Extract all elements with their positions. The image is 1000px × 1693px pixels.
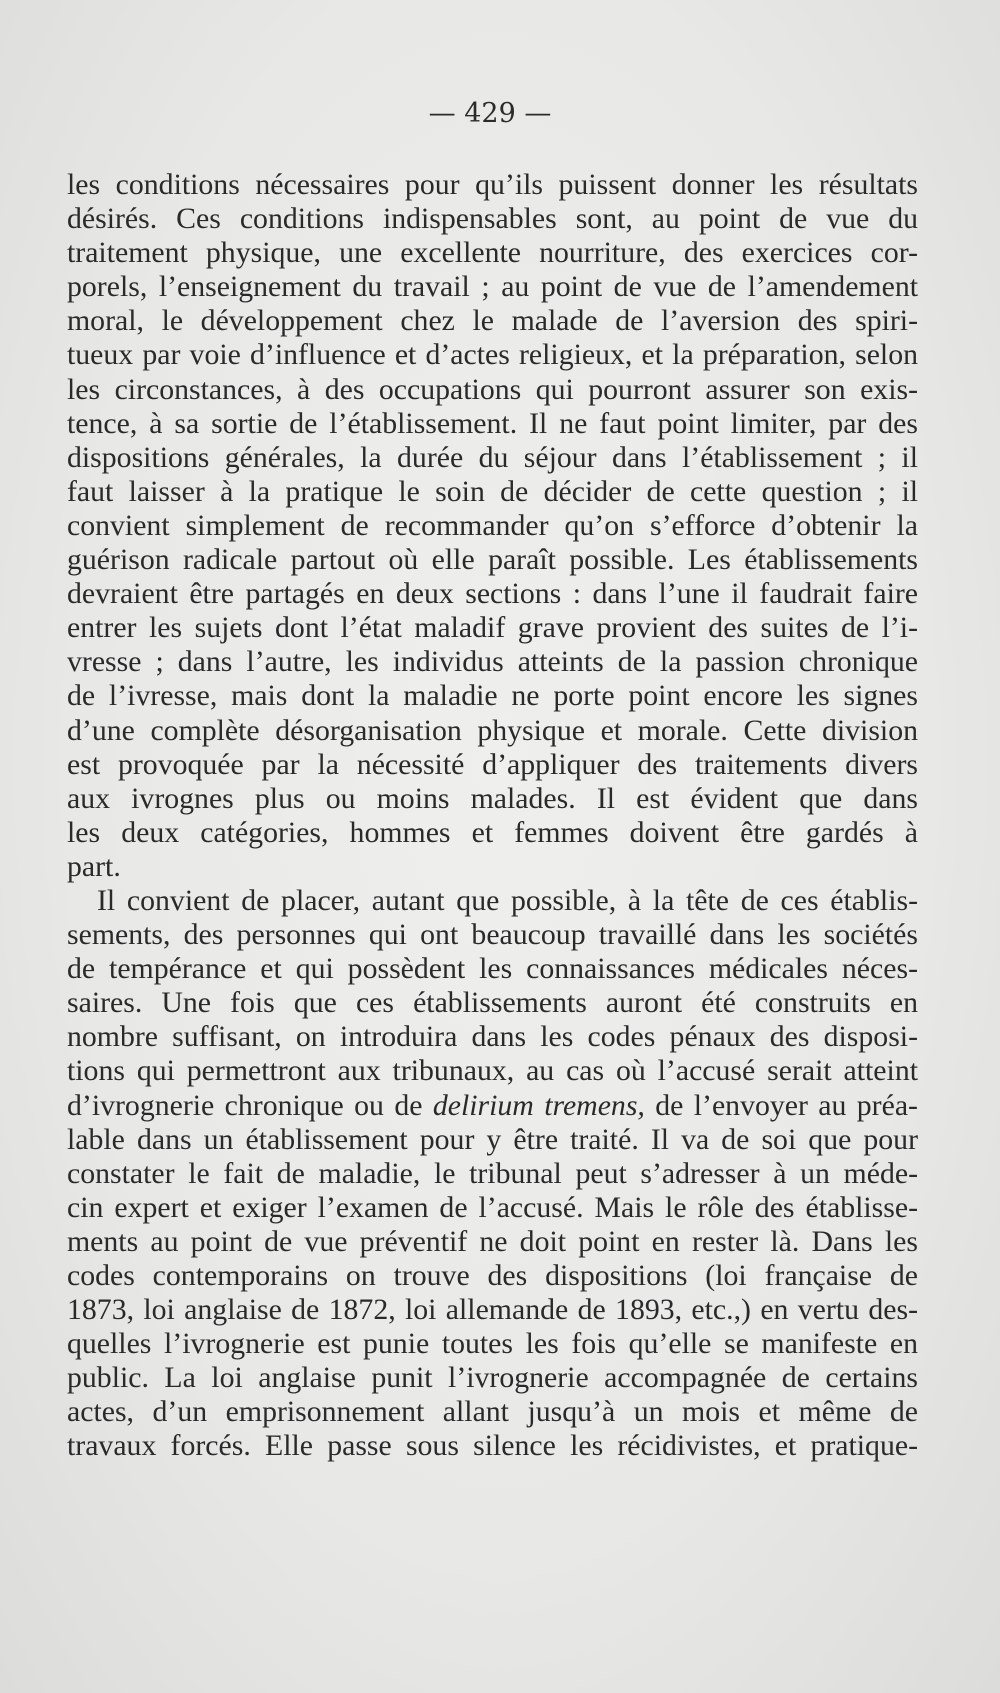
text-line: tions qui permettront aux tribunaux, au cas où l’accusé serait atteint (67, 1054, 918, 1088)
text-line: dispositions générales, la durée du séjour dans l’établissement ; il (67, 440, 918, 474)
text-line: tueux par voie d’influence et d’actes religieux, et la préparation, selon (67, 338, 918, 372)
text-line: codes contemporains on trouve des dispositions (loi française de (67, 1259, 918, 1292)
text-line: part. (67, 849, 121, 883)
text-line: saires. Une fois que ces établissements auront été construits en (67, 986, 918, 1020)
text-line: quelles l’ivrognerie est punie toutes les fois qu’elle se manifeste en (67, 1327, 918, 1361)
text-line: ments au point de vue préventif ne doit point en rester là. Dans les (67, 1224, 918, 1258)
text-line: les deux catégories, hommes et femmes doivent être gardés à (67, 815, 918, 849)
text-line: de tempérance et qui possèdent les connaissances médicales néces- (67, 952, 918, 986)
text-line: guérison radicale partout où elle paraît possible. Les établissements (67, 543, 918, 577)
text-line: public. La loi anglaise punit l’ivrognerie accompagnée de certains (67, 1361, 918, 1395)
body-text (67, 168, 918, 1464)
text-line: convient simplement de recommander qu’on s’efforce d’obtenir la (67, 508, 918, 542)
text-line: désirés. Ces conditions indispensables sont, au point de vue du (67, 202, 918, 236)
text-line: actes, d’un emprisonnement allant jusqu’à un mois et même de (67, 1395, 918, 1429)
paragraph-2 (67, 884, 918, 1464)
text-line: d’une complète désorganisation physique et morale. Cette division (67, 713, 918, 747)
text-line: constater le fait de maladie, le tribunal peut s’adresser à un méde- (67, 1156, 918, 1190)
text-line-with-italic (67, 1089, 918, 1123)
text-line: 1873, loi anglaise de 1872, loi allemande de 1893, etc.,) en vertu des- (67, 1293, 918, 1327)
text-line: nombre suffisant, on introduira dans les codes pénaux des disposi- (67, 1020, 918, 1054)
text-line: devraient être partagés en deux sections : dans l’une il faudrait faire (67, 577, 918, 611)
text-line: faut laisser à la pratique le soin de décider de cette question ; il (67, 474, 918, 508)
text-line: sements, des personnes qui ont beaucoup travaillé dans les sociétés (67, 918, 918, 952)
text-line: travaux forcés. Elle passe sous silence les récidivistes, et pratique- (67, 1429, 918, 1463)
text-segment: de l’envoyer au préa- (644, 1088, 918, 1122)
text-line: moral, le développement chez le malade de l’aversion des spiri- (67, 304, 918, 338)
text-line: traitement physique, une excellente nourriture, des exercices cor- (67, 236, 918, 270)
text-line: tence, à sa sortie de l’établissement. Il ne faut point limiter, par des (67, 406, 918, 440)
text-line: de l’ivresse, mais dont la maladie ne porte point encore les signes (67, 679, 918, 713)
text-segment: d’ivrognerie chronique ou de (67, 1088, 433, 1122)
text-line: porels, l’enseignement du travail ; au point de vue de l’amendement (67, 270, 918, 304)
paragraph-1 (67, 168, 918, 884)
text-line: aux ivrognes plus ou moins malades. Il est évident que dans (67, 781, 918, 815)
text-line: entrer les sujets dont l’état maladif grave provient des suites de l’i- (67, 611, 918, 645)
text-line: lable dans un établissement pour y être traité. Il va de soi que pour (67, 1122, 918, 1156)
text-line: les circonstances, à des occupations qui pourront assurer son exis- (67, 372, 918, 406)
text-line: Il convient de placer, autant que possible, à la tête de ces établis- (97, 883, 918, 917)
text-line: vresse ; dans l’autre, les individus atteints de la passion chronique (67, 645, 918, 679)
page-number: — 429 — (428, 98, 552, 129)
italic-term: delirium tremens, (432, 1088, 645, 1122)
text-line: cin expert et exiger l’examen de l’accusé. Mais le rôle des établisse- (67, 1190, 918, 1224)
text-line: est provoquée par la nécessité d’appliquer des traitements divers (67, 747, 918, 781)
text-line: les conditions nécessaires pour qu’ils puissent donner les résultats (67, 168, 918, 201)
